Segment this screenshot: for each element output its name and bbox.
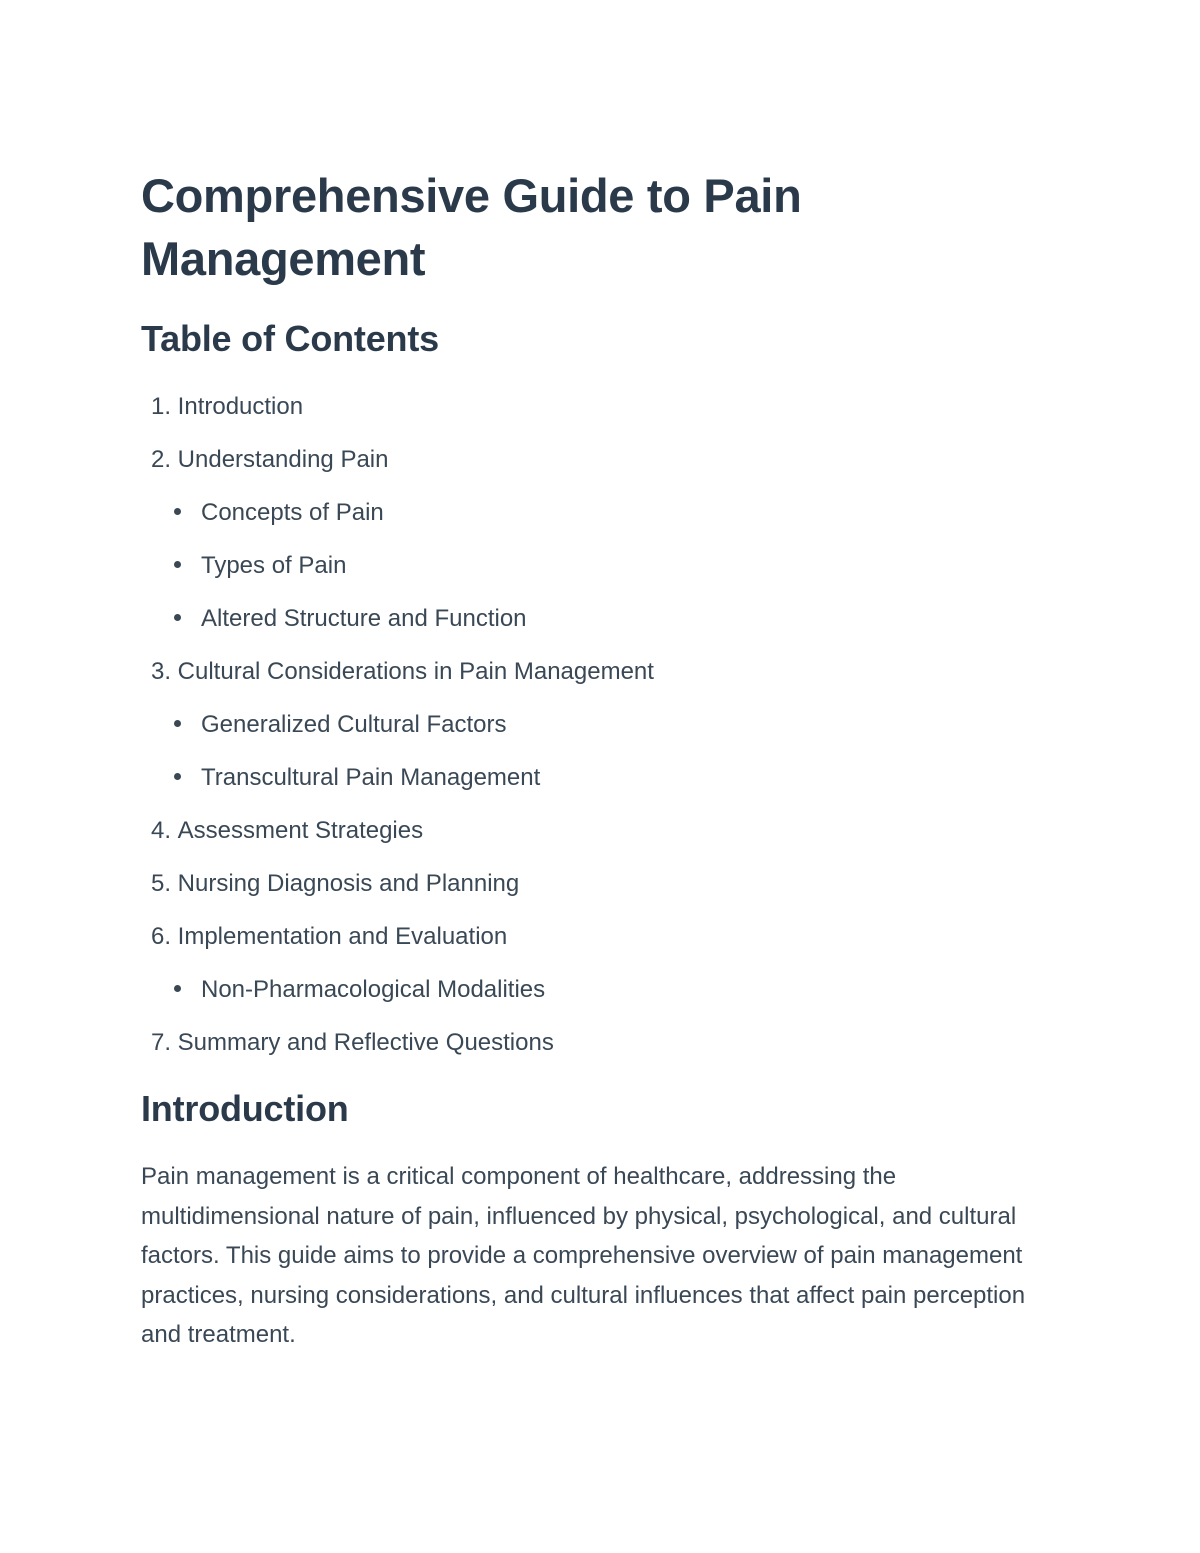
toc-item-number: 1. [150,393,171,420]
table-of-contents [141,380,1041,1069]
toc-item-label: Implementation and Evaluation [177,923,508,950]
bullet-icon [174,561,181,568]
toc-heading: Table of Contents [141,318,439,359]
toc-item-label: Summary and Reflective Questions [177,1029,554,1056]
introduction-heading: Introduction [141,1088,349,1129]
bullet-icon [174,720,181,727]
toc-item [141,804,1041,857]
toc-item-label: Cultural Considerations in Pain Management [177,658,654,685]
toc-subitem-label: Concepts of Pain [201,499,384,526]
bullet-icon [174,985,181,992]
toc-item [141,910,1041,963]
toc-item-number: 3. [150,658,171,685]
toc-subitem [141,592,1041,645]
toc-subitem [141,486,1041,539]
toc-subitem [141,751,1041,804]
toc-subitem-label: Generalized Cultural Factors [201,711,507,738]
toc-item-label: Assessment Strategies [177,817,424,844]
toc-item [141,1016,1041,1069]
toc-item-label: Nursing Diagnosis and Planning [177,870,520,897]
toc-item-number: 6. [150,923,171,950]
toc-item-number: 7. [150,1029,171,1056]
toc-subitem [141,539,1041,592]
toc-subitem [141,963,1041,1016]
toc-subitem-label: Types of Pain [201,552,347,579]
toc-item [141,380,1041,433]
toc-item [141,433,1041,486]
bullet-icon [174,773,181,780]
toc-subitem-label: Non-Pharmacological Modalities [201,976,546,1003]
bullet-icon [174,614,181,621]
document-title: Comprehensive Guide to Pain Management [141,169,802,285]
toc-item-number: 5. [150,870,171,897]
toc-subitem [141,698,1041,751]
toc-item-number: 4. [150,817,171,844]
toc-item-number: 2. [150,446,171,473]
toc-subitem-label: Transcultural Pain Management [201,764,541,791]
toc-subitem-label: Altered Structure and Function [201,605,527,632]
bullet-icon [174,508,181,515]
toc-item [141,857,1041,910]
toc-item-label: Introduction [177,393,304,420]
toc-item [141,645,1041,698]
introduction-paragraph: Pain management is a critical component of healthcare, addressing the multidimensional nature of pain, influenced by physical, psychological, and cultural factors. This guide aims to provide a comprehensive overview of pain management practices, nursing considerations, and cultural influences that affect pain perception and treatment. [141,1163,1026,1349]
toc-item-label: Understanding Pain [177,446,389,473]
